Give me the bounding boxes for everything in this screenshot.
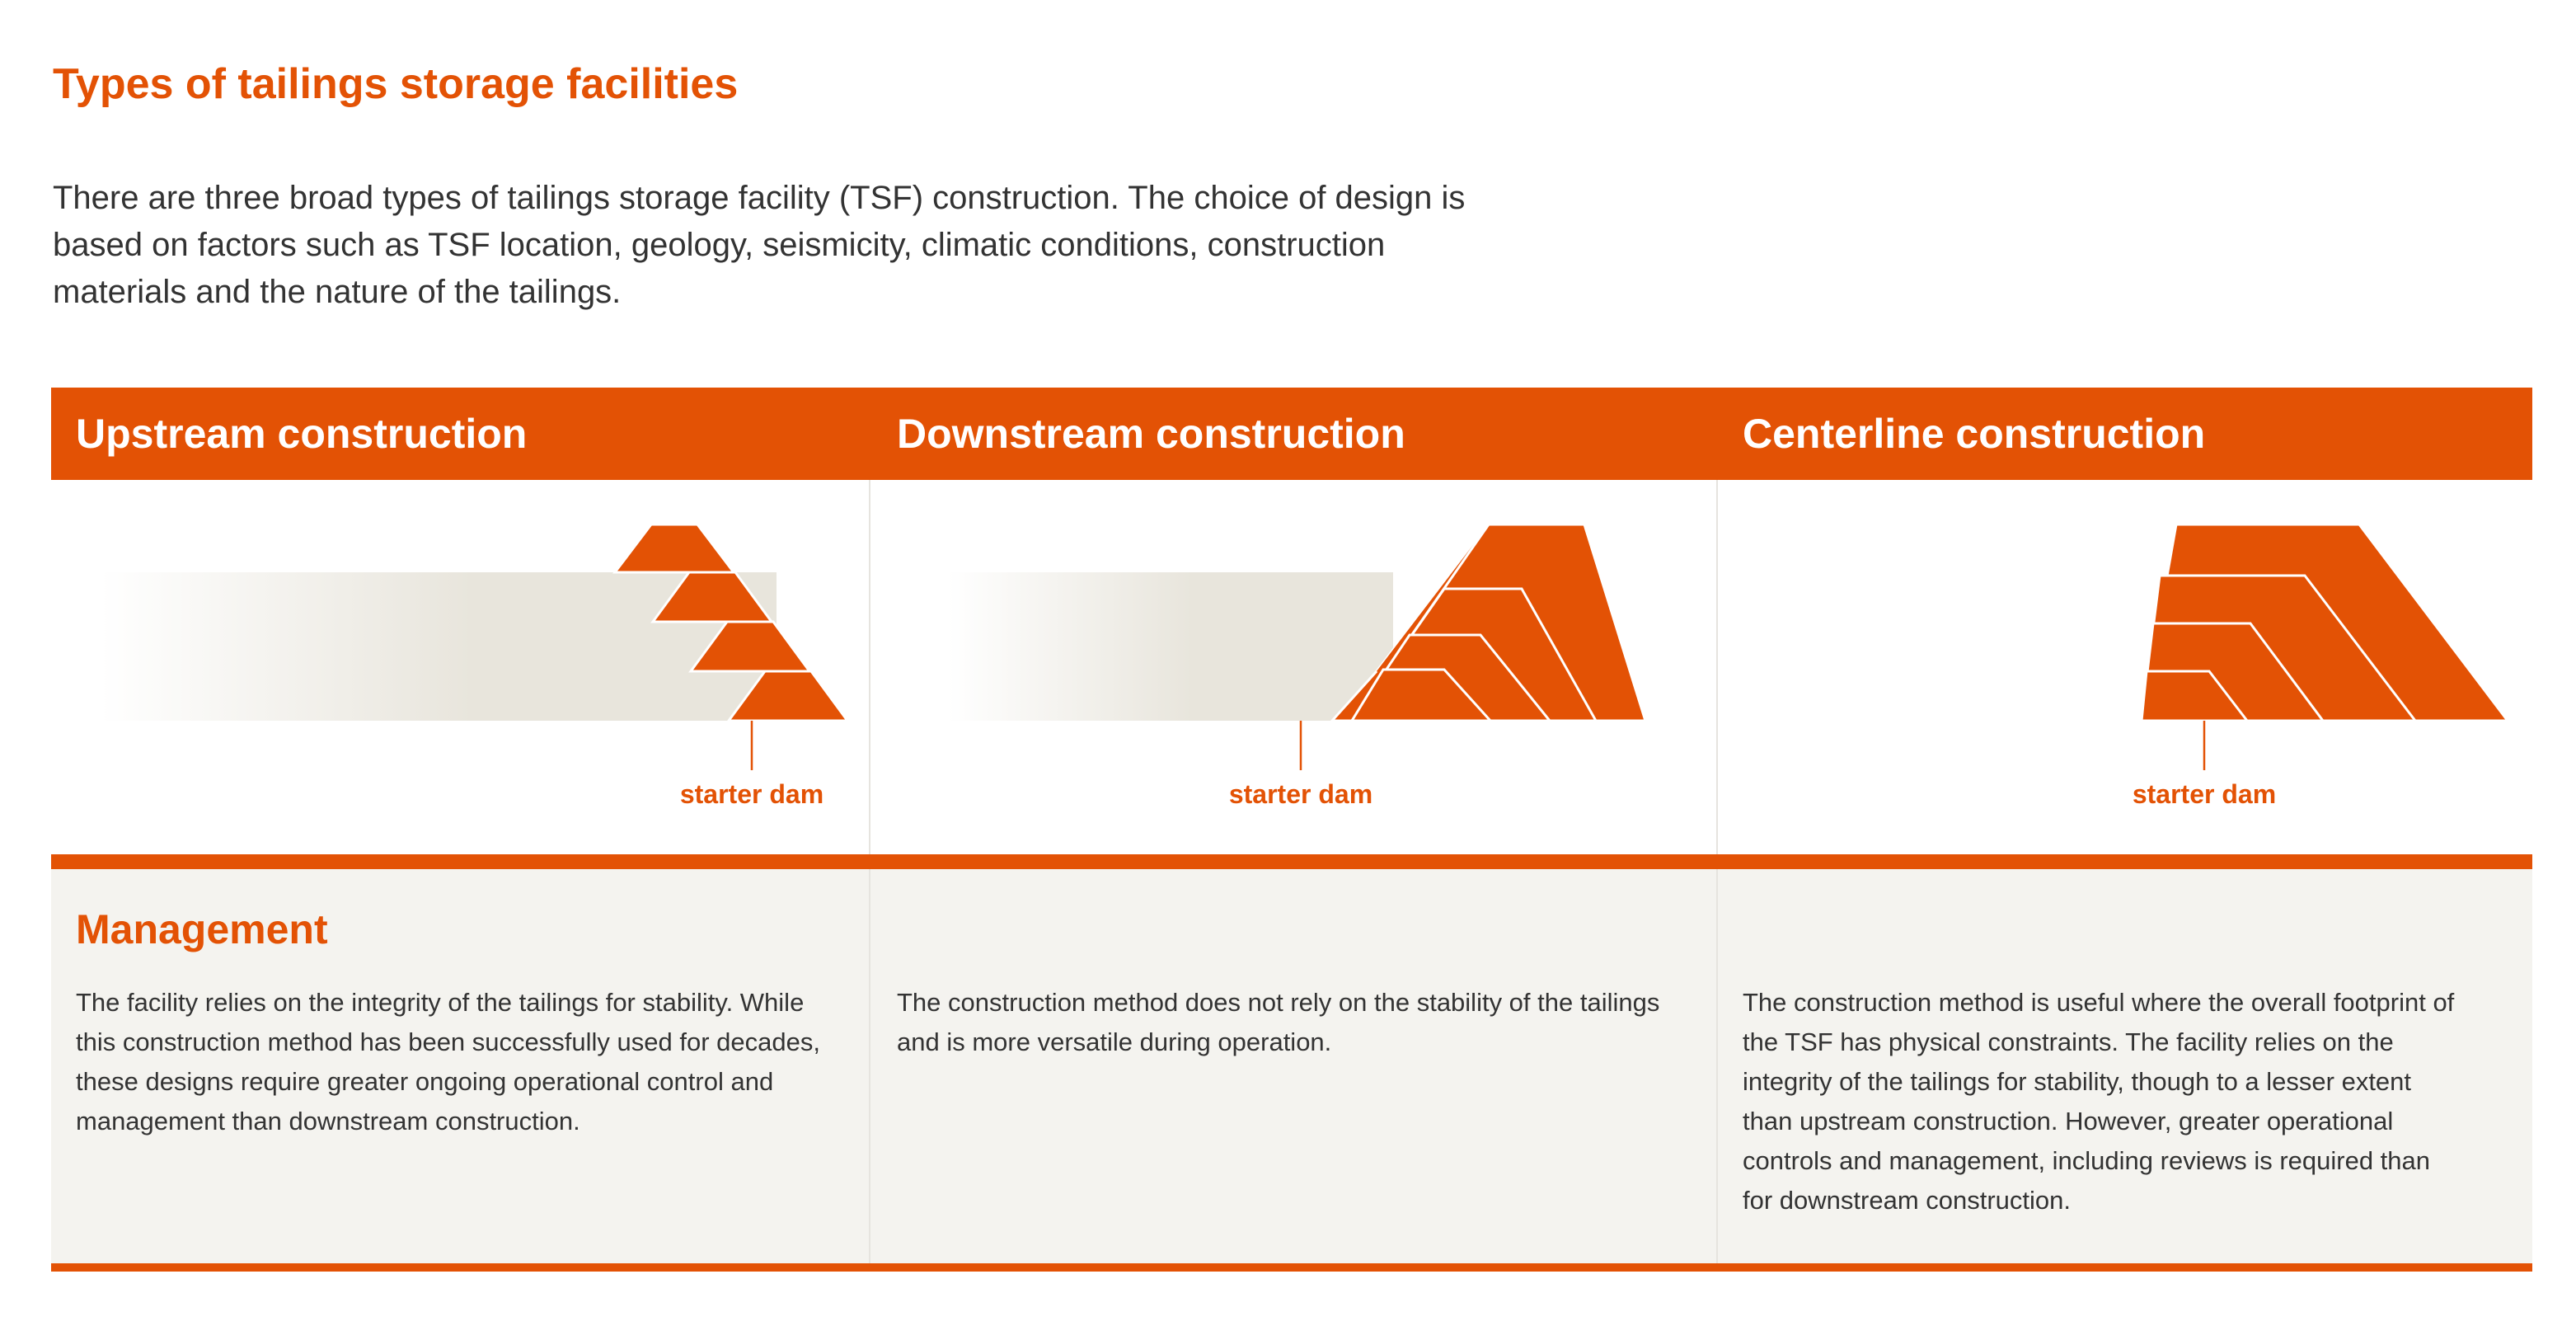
centerline-heading: Centerline construction: [1743, 411, 2206, 457]
upstream-heading: Upstream construction: [76, 411, 528, 457]
downstream-diagram: [870, 480, 1716, 854]
centerline-dam-raises: [2142, 524, 2508, 721]
upstream-management-text: The facility relies on the integrity of the tailings for stability. While this construction method has been successfully used for decades, these designs require greater ongoing operational control and management than downstream construction.: [76, 988, 820, 1135]
dam-raise-4: [615, 524, 734, 572]
downstream-starter-dam-label: starter dam: [1228, 779, 1373, 809]
centerline-diagram: [1718, 480, 2532, 854]
page-title: Types of tailings storage facilities: [53, 60, 739, 108]
management-bottom-rule: [51, 1263, 2532, 1272]
upstream-diagram: [51, 480, 867, 854]
upstream-starter-dam-label: starter dam: [679, 779, 824, 809]
tailings-shape: [948, 572, 1393, 721]
centerline-management-text: The construction method is useful where the overall footprint of the TSF has physical constraints. The facility relies on the integrity of the tailings for stability, though to a lesser extent than upstream construction. However, greater operational controls and management, including reviews is required than for downstream construction.: [1743, 988, 2455, 1215]
downstream-management-text: The construction method does not rely on the stability of the tailings and is more versatile during operation.: [897, 988, 1660, 1056]
intro-paragraph: There are three broad types of tailings storage facility (TSF) construction. The choice of design is based on factors such as TSF location, geology, seismicity, climatic conditions, construction materials and the nature of the tailings.: [53, 180, 1466, 310]
centerline-starter-dam-label: starter dam: [2132, 779, 2277, 809]
downstream-heading: Downstream construction: [897, 411, 1405, 457]
management-top-rule: [51, 854, 2532, 869]
management-heading: Management: [76, 906, 328, 952]
